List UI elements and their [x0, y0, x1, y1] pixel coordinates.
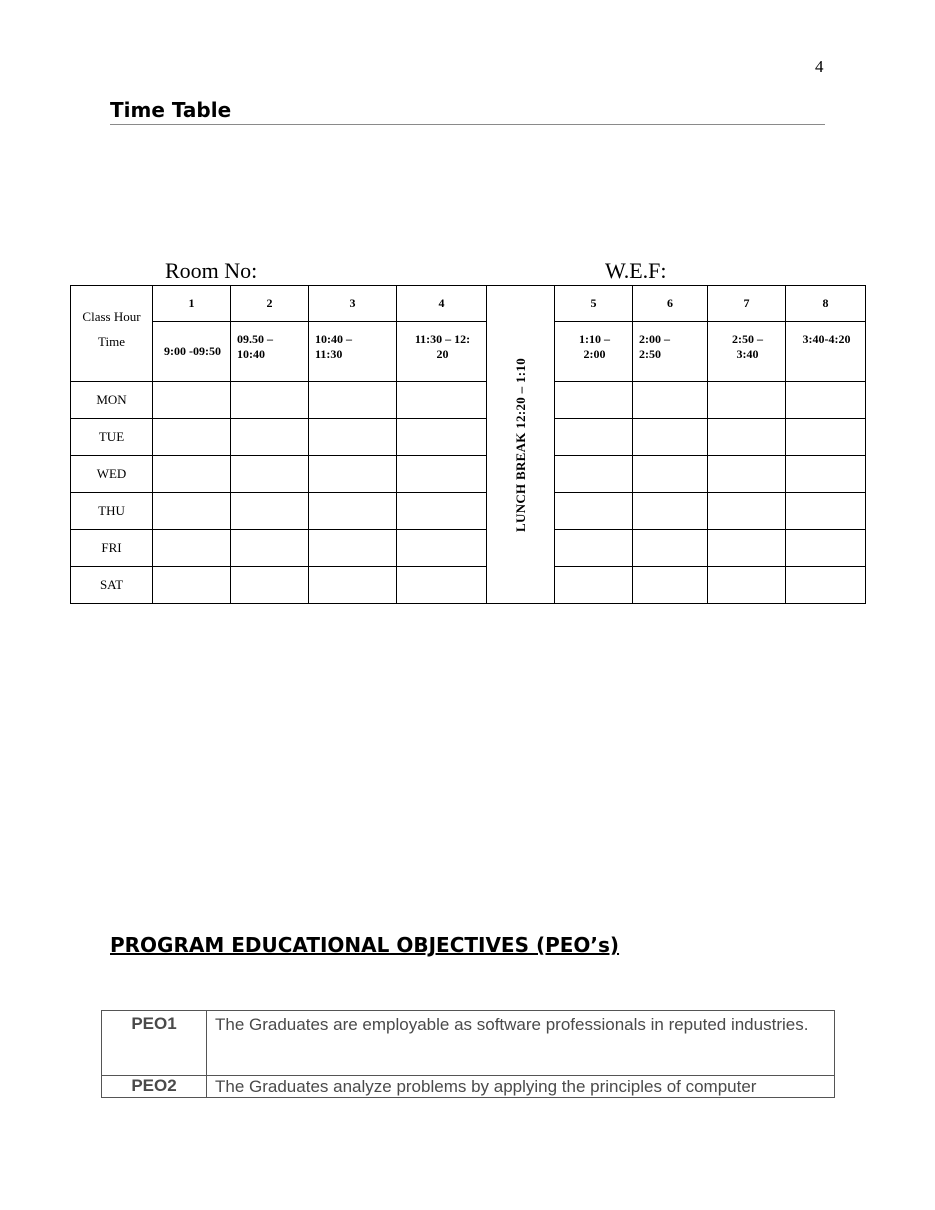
- schedule-cell: [633, 382, 708, 419]
- peo-row: [102, 1011, 835, 1076]
- schedule-cell: [231, 456, 309, 493]
- schedule-cell: [153, 419, 231, 456]
- time-slot: 9:00 -09:50: [153, 322, 231, 382]
- schedule-cell: [309, 530, 397, 567]
- schedule-cell: [786, 382, 866, 419]
- schedule-cell: [786, 419, 866, 456]
- schedule-cell: [309, 456, 397, 493]
- time-slot: 1:10 – 2:00: [555, 322, 633, 382]
- hour-number: 2: [231, 286, 309, 322]
- schedule-cell: [708, 567, 786, 604]
- hour-number: 7: [708, 286, 786, 322]
- peo-row: [102, 1076, 835, 1098]
- hour-number: 5: [555, 286, 633, 322]
- schedule-cell: [153, 456, 231, 493]
- schedule-cell: [555, 456, 633, 493]
- hour-number: 8: [786, 286, 866, 322]
- schedule-cell: [708, 382, 786, 419]
- schedule-cell: [397, 530, 487, 567]
- schedule-cell: [555, 530, 633, 567]
- schedule-cell: [633, 567, 708, 604]
- schedule-cell: [633, 493, 708, 530]
- wef-label: W.E.F:: [605, 258, 667, 283]
- schedule-cell: [555, 493, 633, 530]
- day-label: MON: [71, 382, 153, 419]
- peo-description: The Graduates are employable as software professionals in reputed industries.: [207, 1011, 835, 1076]
- day-label: TUE: [71, 419, 153, 456]
- schedule-cell: [153, 382, 231, 419]
- schedule-cell: [153, 493, 231, 530]
- schedule-cell: [708, 493, 786, 530]
- peo-description: The Graduates analyze problems by applying the principles of computer: [207, 1076, 835, 1098]
- peo-table: [101, 1010, 835, 1098]
- schedule-cell: [231, 530, 309, 567]
- schedule-cell: [555, 567, 633, 604]
- schedule-cell: [708, 530, 786, 567]
- peo-id: PEO1: [102, 1011, 207, 1076]
- schedule-cell: [309, 382, 397, 419]
- time-label: Time: [98, 334, 125, 349]
- schedule-cell: [708, 456, 786, 493]
- time-slot: 2:00 – 2:50: [633, 322, 708, 382]
- class-hour-label: Class Hour: [82, 309, 141, 324]
- schedule-cell: [397, 567, 487, 604]
- time-slot: 09.50 – 10:40: [231, 322, 309, 382]
- schedule-cell: [786, 493, 866, 530]
- schedule-cell: [397, 382, 487, 419]
- schedule-cell: [633, 456, 708, 493]
- schedule-cell: [397, 419, 487, 456]
- lunch-break-column: [487, 286, 555, 604]
- day-label: THU: [71, 493, 153, 530]
- schedule-cell: [555, 382, 633, 419]
- hour-number: 1: [153, 286, 231, 322]
- schedule-cell: [231, 382, 309, 419]
- peo-id: PEO2: [102, 1076, 207, 1098]
- time-slot: 2:50 – 3:40: [708, 322, 786, 382]
- time-slot: 3:40-4:20: [786, 322, 866, 382]
- schedule-cell: [153, 567, 231, 604]
- schedule-cell: [231, 493, 309, 530]
- schedule-cell: [309, 419, 397, 456]
- page-number: 4: [815, 57, 824, 76]
- time-slot: 10:40 – 11:30: [309, 322, 397, 382]
- day-label: FRI: [71, 530, 153, 567]
- class-hour-time-header: [71, 286, 153, 382]
- timetable: [70, 285, 866, 604]
- section-title: Time Table: [110, 98, 825, 125]
- schedule-cell: [786, 456, 866, 493]
- schedule-cell: [231, 567, 309, 604]
- schedule-cell: [153, 530, 231, 567]
- peo-heading: PROGRAM EDUCATIONAL OBJECTIVES (PEO’s): [110, 933, 620, 957]
- schedule-cell: [309, 493, 397, 530]
- schedule-cell: [786, 530, 866, 567]
- lunch-break-label: LUNCH BREAK 12:20 – 1:10: [512, 357, 528, 532]
- day-label: WED: [71, 456, 153, 493]
- time-slot: 11:30 – 12: 20: [397, 322, 487, 382]
- schedule-cell: [555, 419, 633, 456]
- schedule-cell: [786, 567, 866, 604]
- schedule-cell: [397, 493, 487, 530]
- schedule-cell: [708, 419, 786, 456]
- hour-number: 6: [633, 286, 708, 322]
- schedule-cell: [633, 419, 708, 456]
- hour-number: 3: [309, 286, 397, 322]
- schedule-cell: [633, 530, 708, 567]
- schedule-cell: [397, 456, 487, 493]
- hour-number: 4: [397, 286, 487, 322]
- schedule-cell: [309, 567, 397, 604]
- room-number-label: Room No:: [165, 258, 258, 283]
- schedule-cell: [231, 419, 309, 456]
- day-label: SAT: [71, 567, 153, 604]
